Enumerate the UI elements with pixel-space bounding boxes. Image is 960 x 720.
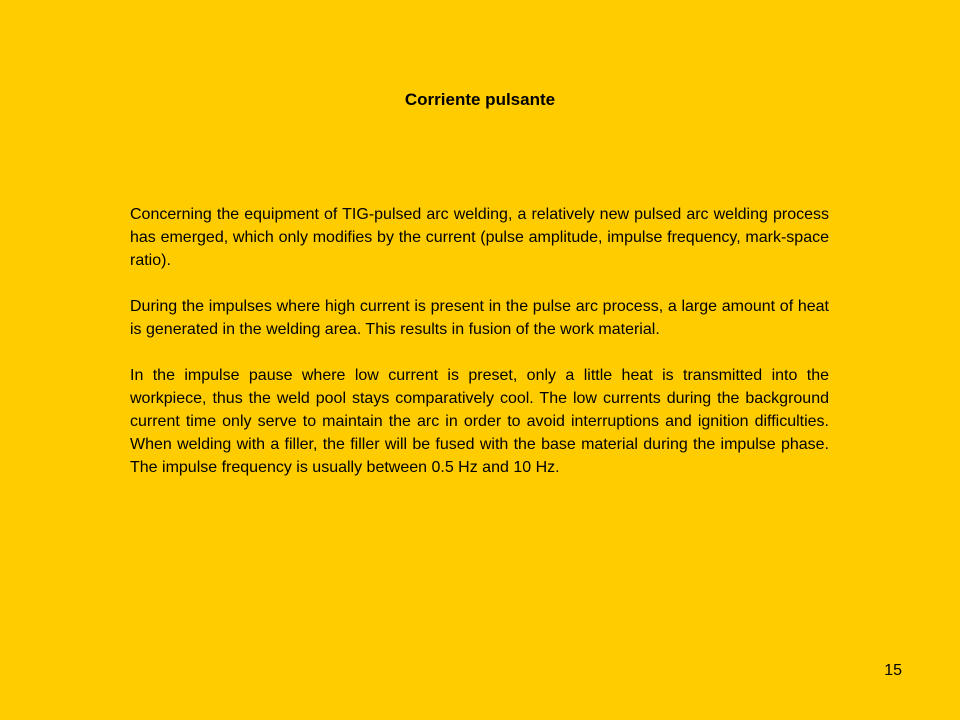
page-number: 15 (884, 662, 902, 679)
paragraph-3: In the impulse pause where low current is preset, only a little heat is transmitted into the workpiece, thus the weld pool stays comparatively cool. The low currents during the background current time only serve to maintain the arc in order to avoid interruptions and ignition difficulties. When welding with a filler, the filler will be fused with the base material during the impulse phase. The impulse frequency is usually between 0.5 Hz and 10 Hz. (130, 367, 829, 476)
slide-title: Corriente pulsante (404, 90, 556, 109)
paragraph-1: Concerning the equipment of TIG-pulsed arc welding, a relatively new pulsed arc welding process has emerged, which only modifies by the current (pulse amplitude, impulse frequency, mark-space ratio). (130, 206, 829, 269)
paragraph-2: During the impulses where high current is present in the pulse arc process, a large amount of heat is generated in the welding area. This results in fusion of the work material. (130, 298, 829, 338)
body-text (130, 203, 829, 502)
